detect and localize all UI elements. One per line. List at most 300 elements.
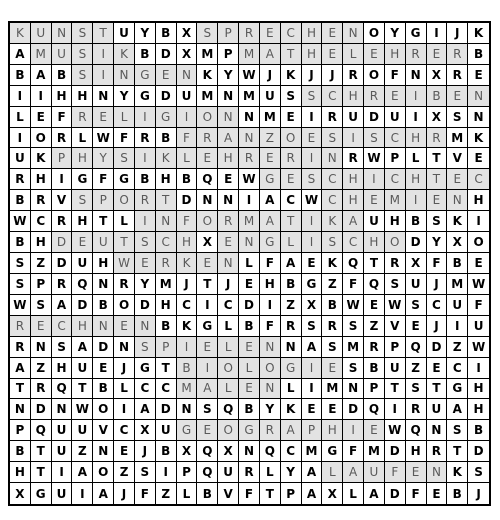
grid-cell[interactable]: C bbox=[156, 379, 177, 400]
grid-cell[interactable]: I bbox=[197, 358, 218, 379]
grid-cell[interactable]: B bbox=[281, 274, 302, 295]
grid-cell[interactable]: S bbox=[197, 399, 218, 420]
grid-cell[interactable]: S bbox=[10, 253, 31, 274]
grid-cell[interactable]: Q bbox=[52, 379, 73, 400]
grid-cell[interactable]: Y bbox=[135, 274, 156, 295]
grid-cell[interactable]: H bbox=[10, 462, 31, 483]
grid-cell[interactable]: R bbox=[31, 190, 52, 211]
grid-cell[interactable]: N bbox=[135, 316, 156, 337]
grid-cell[interactable]: N bbox=[343, 379, 364, 400]
grid-cell[interactable]: U bbox=[218, 462, 239, 483]
grid-cell[interactable]: R bbox=[197, 128, 218, 149]
grid-cell[interactable]: K bbox=[468, 128, 489, 149]
grid-cell[interactable]: N bbox=[239, 128, 260, 149]
grid-cell[interactable]: E bbox=[197, 148, 218, 169]
grid-cell[interactable]: E bbox=[364, 295, 385, 316]
grid-cell[interactable]: K bbox=[114, 44, 135, 65]
grid-cell[interactable]: Q bbox=[218, 399, 239, 420]
grid-cell[interactable]: S bbox=[135, 462, 156, 483]
grid-cell[interactable]: U bbox=[52, 420, 73, 441]
grid-cell[interactable]: A bbox=[260, 190, 281, 211]
grid-cell[interactable]: D bbox=[93, 337, 114, 358]
grid-cell[interactable]: C bbox=[322, 169, 343, 190]
grid-cell[interactable]: C bbox=[135, 379, 156, 400]
grid-cell[interactable]: A bbox=[302, 462, 323, 483]
grid-cell[interactable]: R bbox=[406, 44, 427, 65]
grid-cell[interactable]: B bbox=[322, 295, 343, 316]
grid-cell[interactable]: Q bbox=[72, 274, 93, 295]
grid-cell[interactable]: T bbox=[427, 169, 448, 190]
grid-cell[interactable]: N bbox=[218, 86, 239, 107]
grid-cell[interactable]: E bbox=[322, 358, 343, 379]
grid-cell[interactable]: D bbox=[239, 295, 260, 316]
grid-cell[interactable]: C bbox=[427, 295, 448, 316]
grid-cell[interactable]: I bbox=[72, 483, 93, 504]
grid-cell[interactable]: N bbox=[218, 107, 239, 128]
grid-cell[interactable]: A bbox=[218, 128, 239, 149]
grid-cell[interactable]: B bbox=[239, 316, 260, 337]
grid-cell[interactable]: B bbox=[156, 316, 177, 337]
grid-cell[interactable]: G bbox=[114, 169, 135, 190]
grid-cell[interactable]: C bbox=[281, 190, 302, 211]
grid-cell[interactable]: O bbox=[93, 462, 114, 483]
grid-cell[interactable]: F bbox=[52, 107, 73, 128]
grid-cell[interactable]: N bbox=[468, 107, 489, 128]
grid-cell[interactable]: B bbox=[10, 65, 31, 86]
grid-cell[interactable]: E bbox=[72, 232, 93, 253]
grid-cell[interactable]: C bbox=[447, 358, 468, 379]
grid-cell[interactable]: K bbox=[177, 316, 198, 337]
grid-cell[interactable]: U bbox=[364, 211, 385, 232]
grid-cell[interactable]: O bbox=[468, 232, 489, 253]
grid-cell[interactable]: N bbox=[31, 337, 52, 358]
grid-cell[interactable]: U bbox=[93, 232, 114, 253]
grid-cell[interactable]: X bbox=[177, 23, 198, 44]
grid-cell[interactable]: U bbox=[156, 420, 177, 441]
grid-cell[interactable]: E bbox=[239, 274, 260, 295]
grid-cell[interactable]: I bbox=[10, 86, 31, 107]
grid-cell[interactable]: S bbox=[197, 23, 218, 44]
grid-cell[interactable]: C bbox=[52, 316, 73, 337]
grid-cell[interactable]: R bbox=[239, 462, 260, 483]
grid-cell[interactable]: V bbox=[385, 316, 406, 337]
grid-cell[interactable]: G bbox=[31, 483, 52, 504]
grid-cell[interactable]: A bbox=[281, 420, 302, 441]
grid-cell[interactable]: R bbox=[427, 441, 448, 462]
grid-cell[interactable]: R bbox=[10, 337, 31, 358]
grid-cell[interactable]: O bbox=[364, 23, 385, 44]
grid-cell[interactable]: I bbox=[239, 190, 260, 211]
grid-cell[interactable]: P bbox=[302, 420, 323, 441]
grid-cell[interactable]: L bbox=[177, 483, 198, 504]
grid-cell[interactable]: E bbox=[218, 232, 239, 253]
grid-cell[interactable]: H bbox=[406, 169, 427, 190]
grid-cell[interactable]: U bbox=[385, 358, 406, 379]
grid-cell[interactable]: T bbox=[385, 379, 406, 400]
grid-cell[interactable]: F bbox=[427, 253, 448, 274]
grid-cell[interactable]: Z bbox=[406, 358, 427, 379]
grid-cell[interactable]: U bbox=[385, 107, 406, 128]
grid-cell[interactable]: D bbox=[156, 44, 177, 65]
grid-cell[interactable]: F bbox=[260, 253, 281, 274]
grid-cell[interactable]: B bbox=[10, 190, 31, 211]
grid-cell[interactable]: I bbox=[364, 169, 385, 190]
grid-cell[interactable]: W bbox=[385, 420, 406, 441]
grid-cell[interactable]: J bbox=[260, 65, 281, 86]
grid-cell[interactable]: K bbox=[281, 65, 302, 86]
grid-cell[interactable]: B bbox=[239, 399, 260, 420]
grid-cell[interactable]: E bbox=[468, 148, 489, 169]
grid-cell[interactable]: F bbox=[406, 483, 427, 504]
grid-cell[interactable]: E bbox=[302, 399, 323, 420]
grid-cell[interactable]: I bbox=[447, 316, 468, 337]
grid-cell[interactable]: D bbox=[406, 232, 427, 253]
grid-cell[interactable]: E bbox=[406, 462, 427, 483]
grid-cell[interactable]: O bbox=[281, 128, 302, 149]
grid-cell[interactable]: M bbox=[343, 337, 364, 358]
grid-cell[interactable]: G bbox=[281, 358, 302, 379]
grid-cell[interactable]: E bbox=[468, 65, 489, 86]
grid-cell[interactable]: Z bbox=[322, 274, 343, 295]
grid-cell[interactable]: N bbox=[197, 190, 218, 211]
grid-cell[interactable]: M bbox=[239, 211, 260, 232]
grid-cell[interactable]: O bbox=[260, 358, 281, 379]
grid-cell[interactable]: R bbox=[260, 420, 281, 441]
grid-cell[interactable]: S bbox=[281, 86, 302, 107]
grid-cell[interactable]: H bbox=[406, 441, 427, 462]
grid-cell[interactable]: Y bbox=[427, 232, 448, 253]
grid-cell[interactable]: U bbox=[343, 107, 364, 128]
grid-cell[interactable]: A bbox=[260, 44, 281, 65]
grid-cell[interactable]: N bbox=[218, 253, 239, 274]
grid-cell[interactable]: D bbox=[31, 399, 52, 420]
grid-cell[interactable]: B bbox=[93, 379, 114, 400]
grid-cell[interactable]: F bbox=[468, 295, 489, 316]
grid-cell[interactable]: A bbox=[10, 358, 31, 379]
grid-cell[interactable]: Z bbox=[31, 253, 52, 274]
grid-cell[interactable]: E bbox=[302, 253, 323, 274]
grid-cell[interactable]: E bbox=[31, 316, 52, 337]
grid-cell[interactable]: G bbox=[260, 169, 281, 190]
grid-cell[interactable]: Z bbox=[260, 128, 281, 149]
grid-cell[interactable]: S bbox=[135, 232, 156, 253]
grid-cell[interactable]: Q bbox=[343, 253, 364, 274]
grid-cell[interactable]: D bbox=[385, 441, 406, 462]
grid-cell[interactable]: G bbox=[135, 86, 156, 107]
grid-cell[interactable]: K bbox=[322, 211, 343, 232]
grid-cell[interactable]: I bbox=[468, 211, 489, 232]
grid-cell[interactable]: S bbox=[322, 232, 343, 253]
grid-cell[interactable]: Q bbox=[197, 441, 218, 462]
grid-cell[interactable]: A bbox=[343, 462, 364, 483]
grid-cell[interactable]: J bbox=[322, 65, 343, 86]
grid-cell[interactable]: C bbox=[343, 232, 364, 253]
grid-cell[interactable]: L bbox=[114, 379, 135, 400]
grid-cell[interactable]: F bbox=[343, 441, 364, 462]
grid-cell[interactable]: Q bbox=[31, 420, 52, 441]
grid-cell[interactable]: M bbox=[239, 86, 260, 107]
grid-cell[interactable]: M bbox=[447, 274, 468, 295]
grid-cell[interactable]: R bbox=[322, 107, 343, 128]
grid-cell[interactable]: H bbox=[260, 274, 281, 295]
grid-cell[interactable]: G bbox=[135, 65, 156, 86]
grid-cell[interactable]: L bbox=[260, 462, 281, 483]
grid-cell[interactable]: H bbox=[72, 316, 93, 337]
grid-cell[interactable]: X bbox=[218, 441, 239, 462]
grid-cell[interactable]: E bbox=[239, 337, 260, 358]
grid-cell[interactable]: H bbox=[52, 358, 73, 379]
grid-cell[interactable]: B bbox=[364, 358, 385, 379]
grid-cell[interactable]: G bbox=[72, 169, 93, 190]
grid-cell[interactable]: F bbox=[385, 462, 406, 483]
grid-cell[interactable]: L bbox=[322, 462, 343, 483]
grid-cell[interactable]: H bbox=[343, 190, 364, 211]
grid-cell[interactable]: S bbox=[343, 358, 364, 379]
grid-cell[interactable]: K bbox=[447, 462, 468, 483]
grid-cell[interactable]: B bbox=[52, 65, 73, 86]
grid-cell[interactable]: I bbox=[177, 107, 198, 128]
grid-cell[interactable]: Y bbox=[260, 399, 281, 420]
grid-cell[interactable]: A bbox=[260, 211, 281, 232]
grid-cell[interactable]: E bbox=[322, 23, 343, 44]
grid-cell[interactable]: A bbox=[10, 44, 31, 65]
grid-cell[interactable]: U bbox=[72, 358, 93, 379]
grid-cell[interactable]: W bbox=[385, 295, 406, 316]
grid-cell[interactable]: Q bbox=[364, 399, 385, 420]
grid-cell[interactable]: E bbox=[31, 107, 52, 128]
grid-cell[interactable]: E bbox=[447, 169, 468, 190]
grid-cell[interactable]: Z bbox=[364, 316, 385, 337]
grid-cell[interactable]: X bbox=[427, 65, 448, 86]
grid-cell[interactable]: Q bbox=[260, 441, 281, 462]
grid-cell[interactable]: D bbox=[427, 337, 448, 358]
grid-cell[interactable]: S bbox=[72, 190, 93, 211]
grid-cell[interactable]: I bbox=[177, 337, 198, 358]
grid-cell[interactable]: M bbox=[447, 128, 468, 149]
grid-cell[interactable]: I bbox=[468, 358, 489, 379]
grid-cell[interactable]: I bbox=[52, 462, 73, 483]
grid-cell[interactable]: E bbox=[322, 44, 343, 65]
grid-cell[interactable]: H bbox=[343, 86, 364, 107]
grid-cell[interactable]: G bbox=[135, 358, 156, 379]
grid-cell[interactable]: P bbox=[177, 462, 198, 483]
grid-cell[interactable]: N bbox=[177, 399, 198, 420]
grid-cell[interactable]: E bbox=[427, 483, 448, 504]
grid-cell[interactable]: E bbox=[156, 65, 177, 86]
grid-cell[interactable]: I bbox=[343, 128, 364, 149]
grid-cell[interactable]: D bbox=[135, 295, 156, 316]
grid-cell[interactable]: B bbox=[447, 253, 468, 274]
grid-cell[interactable]: G bbox=[447, 379, 468, 400]
grid-cell[interactable]: S bbox=[343, 316, 364, 337]
grid-cell[interactable]: R bbox=[364, 337, 385, 358]
grid-cell[interactable]: B bbox=[10, 232, 31, 253]
grid-cell[interactable]: C bbox=[31, 211, 52, 232]
grid-cell[interactable]: K bbox=[10, 23, 31, 44]
grid-cell[interactable]: Z bbox=[447, 337, 468, 358]
grid-cell[interactable]: S bbox=[468, 462, 489, 483]
grid-cell[interactable]: K bbox=[447, 211, 468, 232]
grid-cell[interactable]: I bbox=[114, 399, 135, 420]
grid-cell[interactable]: T bbox=[281, 211, 302, 232]
grid-cell[interactable]: C bbox=[218, 295, 239, 316]
grid-cell[interactable]: M bbox=[197, 44, 218, 65]
grid-cell[interactable]: U bbox=[447, 295, 468, 316]
grid-cell[interactable]: I bbox=[406, 190, 427, 211]
grid-cell[interactable]: U bbox=[177, 86, 198, 107]
grid-cell[interactable]: R bbox=[281, 316, 302, 337]
grid-cell[interactable]: I bbox=[135, 211, 156, 232]
grid-cell[interactable]: V bbox=[52, 190, 73, 211]
grid-cell[interactable]: U bbox=[114, 23, 135, 44]
grid-cell[interactable]: D bbox=[156, 399, 177, 420]
grid-cell[interactable]: C bbox=[385, 169, 406, 190]
grid-cell[interactable]: T bbox=[31, 462, 52, 483]
grid-cell[interactable]: N bbox=[52, 399, 73, 420]
grid-cell[interactable]: R bbox=[239, 148, 260, 169]
grid-cell[interactable]: D bbox=[177, 190, 198, 211]
grid-cell[interactable]: Q bbox=[406, 420, 427, 441]
grid-cell[interactable]: H bbox=[156, 295, 177, 316]
grid-cell[interactable]: S bbox=[385, 274, 406, 295]
grid-cell[interactable]: J bbox=[114, 483, 135, 504]
grid-cell[interactable]: H bbox=[156, 169, 177, 190]
grid-cell[interactable]: H bbox=[364, 232, 385, 253]
grid-cell[interactable]: P bbox=[218, 44, 239, 65]
grid-cell[interactable]: H bbox=[52, 86, 73, 107]
grid-cell[interactable]: U bbox=[427, 399, 448, 420]
grid-cell[interactable]: X bbox=[177, 441, 198, 462]
grid-cell[interactable]: H bbox=[72, 211, 93, 232]
grid-cell[interactable]: D bbox=[343, 399, 364, 420]
grid-cell[interactable]: A bbox=[447, 399, 468, 420]
grid-cell[interactable]: V bbox=[447, 148, 468, 169]
grid-cell[interactable]: T bbox=[10, 379, 31, 400]
grid-cell[interactable]: S bbox=[10, 274, 31, 295]
grid-cell[interactable]: Q bbox=[406, 337, 427, 358]
grid-cell[interactable]: W bbox=[239, 65, 260, 86]
grid-cell[interactable]: B bbox=[427, 86, 448, 107]
grid-cell[interactable]: W bbox=[364, 148, 385, 169]
grid-cell[interactable]: H bbox=[218, 148, 239, 169]
grid-cell[interactable]: W bbox=[10, 211, 31, 232]
grid-cell[interactable]: R bbox=[281, 148, 302, 169]
grid-cell[interactable]: A bbox=[135, 399, 156, 420]
grid-cell[interactable]: E bbox=[427, 44, 448, 65]
grid-cell[interactable]: R bbox=[52, 128, 73, 149]
grid-cell[interactable]: B bbox=[177, 169, 198, 190]
grid-cell[interactable]: F bbox=[239, 483, 260, 504]
grid-cell[interactable]: L bbox=[281, 379, 302, 400]
grid-cell[interactable]: O bbox=[385, 232, 406, 253]
grid-cell[interactable]: T bbox=[364, 253, 385, 274]
grid-cell[interactable]: L bbox=[72, 128, 93, 149]
grid-cell[interactable]: E bbox=[364, 190, 385, 211]
grid-cell[interactable]: T bbox=[260, 483, 281, 504]
grid-cell[interactable]: Q bbox=[197, 169, 218, 190]
grid-cell[interactable]: Q bbox=[364, 274, 385, 295]
grid-cell[interactable]: V bbox=[218, 483, 239, 504]
grid-cell[interactable]: S bbox=[406, 379, 427, 400]
grid-cell[interactable]: I bbox=[31, 86, 52, 107]
grid-cell[interactable]: A bbox=[302, 337, 323, 358]
grid-cell[interactable]: G bbox=[177, 420, 198, 441]
grid-cell[interactable]: Z bbox=[114, 462, 135, 483]
grid-cell[interactable]: H bbox=[406, 128, 427, 149]
grid-cell[interactable]: E bbox=[281, 169, 302, 190]
grid-cell[interactable]: H bbox=[31, 232, 52, 253]
grid-cell[interactable]: U bbox=[364, 462, 385, 483]
grid-cell[interactable]: S bbox=[72, 23, 93, 44]
grid-cell[interactable]: L bbox=[10, 107, 31, 128]
grid-cell[interactable]: U bbox=[52, 483, 73, 504]
grid-cell[interactable]: A bbox=[364, 483, 385, 504]
grid-cell[interactable]: N bbox=[239, 107, 260, 128]
grid-cell[interactable]: R bbox=[218, 211, 239, 232]
grid-cell[interactable]: M bbox=[156, 274, 177, 295]
grid-cell[interactable]: S bbox=[302, 169, 323, 190]
grid-cell[interactable]: R bbox=[31, 379, 52, 400]
grid-cell[interactable]: O bbox=[93, 399, 114, 420]
grid-cell[interactable]: M bbox=[302, 441, 323, 462]
grid-cell[interactable]: T bbox=[156, 190, 177, 211]
grid-cell[interactable]: R bbox=[239, 23, 260, 44]
grid-cell[interactable]: G bbox=[156, 107, 177, 128]
grid-cell[interactable]: V bbox=[93, 420, 114, 441]
grid-cell[interactable]: Y bbox=[385, 23, 406, 44]
grid-cell[interactable]: S bbox=[72, 65, 93, 86]
grid-cell[interactable]: E bbox=[385, 86, 406, 107]
grid-cell[interactable]: P bbox=[10, 420, 31, 441]
grid-cell[interactable]: C bbox=[322, 190, 343, 211]
grid-cell[interactable]: A bbox=[197, 379, 218, 400]
grid-cell[interactable]: R bbox=[447, 65, 468, 86]
grid-cell[interactable]: W bbox=[239, 169, 260, 190]
grid-cell[interactable]: W bbox=[93, 128, 114, 149]
grid-cell[interactable]: L bbox=[239, 358, 260, 379]
grid-cell[interactable]: D bbox=[72, 295, 93, 316]
grid-cell[interactable]: B bbox=[135, 169, 156, 190]
grid-cell[interactable]: S bbox=[447, 420, 468, 441]
grid-cell[interactable]: M bbox=[197, 86, 218, 107]
grid-cell[interactable]: N bbox=[93, 274, 114, 295]
grid-cell[interactable]: J bbox=[302, 65, 323, 86]
grid-cell[interactable]: N bbox=[322, 148, 343, 169]
grid-cell[interactable]: E bbox=[322, 399, 343, 420]
grid-cell[interactable]: U bbox=[72, 420, 93, 441]
grid-cell[interactable]: D bbox=[156, 86, 177, 107]
grid-cell[interactable]: F bbox=[177, 128, 198, 149]
grid-cell[interactable]: N bbox=[218, 190, 239, 211]
grid-cell[interactable]: X bbox=[177, 44, 198, 65]
grid-cell[interactable]: P bbox=[364, 379, 385, 400]
grid-cell[interactable]: M bbox=[260, 107, 281, 128]
grid-cell[interactable]: E bbox=[114, 441, 135, 462]
grid-cell[interactable]: A bbox=[302, 483, 323, 504]
grid-cell[interactable]: D bbox=[364, 107, 385, 128]
grid-cell[interactable]: H bbox=[322, 420, 343, 441]
grid-cell[interactable]: P bbox=[385, 337, 406, 358]
grid-cell[interactable]: B bbox=[156, 23, 177, 44]
grid-cell[interactable]: Z bbox=[72, 441, 93, 462]
grid-cell[interactable]: H bbox=[385, 44, 406, 65]
grid-cell[interactable]: I bbox=[302, 358, 323, 379]
grid-cell[interactable]: J bbox=[427, 274, 448, 295]
grid-cell[interactable]: W bbox=[114, 253, 135, 274]
grid-cell[interactable]: M bbox=[239, 44, 260, 65]
grid-cell[interactable]: N bbox=[239, 441, 260, 462]
grid-cell[interactable]: Y bbox=[114, 86, 135, 107]
